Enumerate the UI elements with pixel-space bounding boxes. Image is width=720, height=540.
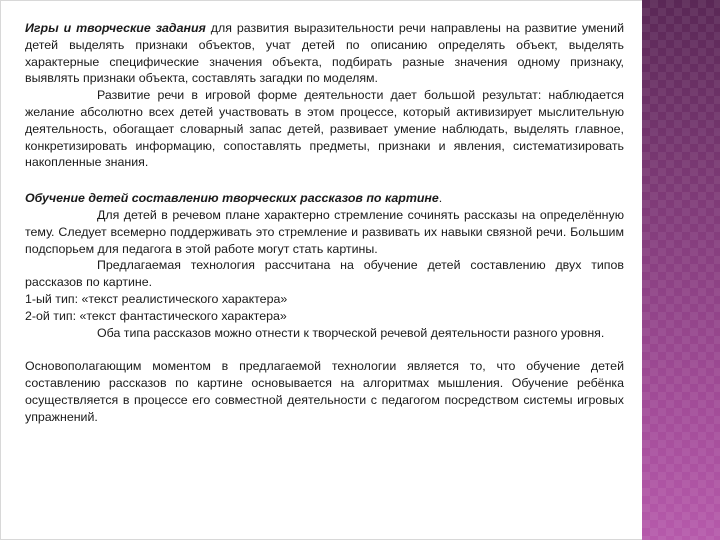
story-type-2: 2-ой тип: «текст фантастического характера» bbox=[25, 308, 287, 323]
paragraph-key-point: Основополагающим моментом в предлагаемой технологии является то, что обучение детей составлению рассказов по картине основывается на алгоритмах мышления. Обучение ребёнка осуществляется в процессе его совместной деятельности с педагогом посредством системы игровых упражнений. bbox=[25, 359, 624, 424]
spacer bbox=[25, 341, 624, 358]
section-heading: Обучение детей составлению творческих рассказов по картине bbox=[25, 191, 439, 206]
games-heading: Игры и творческие задания bbox=[25, 21, 206, 35]
paragraph-stories: Для детей в речевом плане характерно стремление сочинять рассказы на определённую тему. Следует всемерно поддерживать это стремление и развивать их навыки связной речи. Большим подспорьем для педагога в этой работе могут стать картины. bbox=[25, 207, 624, 256]
paragraph-technology: Предлагаемая технология рассчитана на обучение детей составлению двух типов рассказов по картине. bbox=[25, 258, 624, 290]
slide-text-body bbox=[25, 20, 624, 426]
paragraph-games bbox=[25, 20, 624, 87]
paragraph-both-types: Оба типа рассказов можно отнести к творческой речевой деятельности разного уровня. bbox=[97, 325, 605, 340]
section-heading-line bbox=[25, 190, 624, 207]
story-type-1: 1-ый тип: «текст реалистического характера» bbox=[25, 291, 288, 306]
section-heading-end: . bbox=[438, 191, 443, 206]
games-text: для развития выразительности речи направлены на развитие умений детей выделять признаки объектов, учат детей по описанию определять объект, выделять характерные специфические значения объекта, подбирать разные значения одному признаку, выявлять признаки объекта, составлять загадки по моделям. bbox=[25, 21, 624, 86]
paragraph-speech-development: Развитие речи в игровой форме деятельности дает большой результат: наблюдается желание абсолютно всех детей участвовать в этом процессе, который активизирует мыслительную деятельность, обогащает словарный запас детей, развивает умение наблюдать, выделять главное, конкретизировать информацию, сопоставлять предметы, признаки и явления, систематизировать накопленные знания. bbox=[25, 88, 624, 170]
decorative-side-panel bbox=[642, 0, 720, 540]
spacer bbox=[25, 171, 624, 190]
